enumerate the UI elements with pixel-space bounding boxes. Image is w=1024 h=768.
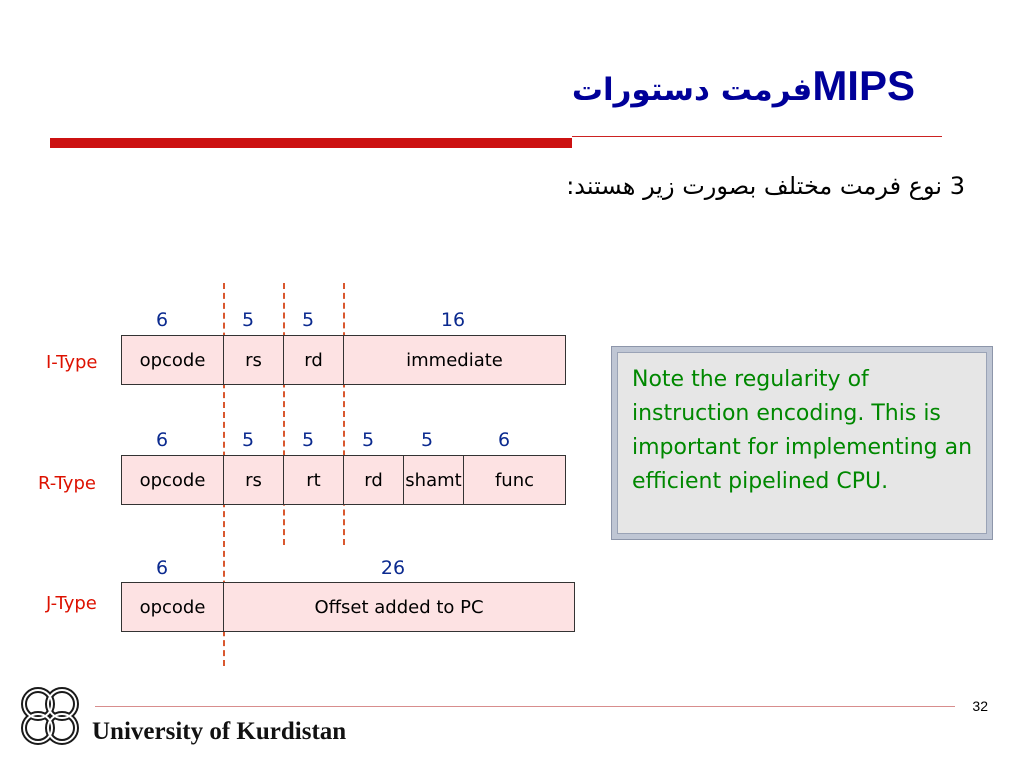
- field-immediate: immediate: [406, 349, 503, 371]
- title-divider: [572, 136, 942, 137]
- bit-width: 6: [155, 309, 169, 331]
- field-rt: rt: [284, 456, 344, 504]
- bit-width: 6: [497, 429, 511, 451]
- i-type-label: I-Type: [46, 352, 98, 373]
- boundary-guide-rt: [343, 283, 345, 545]
- field-rd: rd: [344, 456, 404, 504]
- bit-width: 6: [155, 557, 169, 579]
- field-offset: Offset added to PC: [314, 596, 484, 618]
- field-rd: rd: [284, 336, 344, 384]
- i-type-format: [121, 335, 566, 385]
- bit-width: 26: [380, 557, 406, 579]
- bit-width: 6: [155, 429, 169, 451]
- r-type-label: R-Type: [38, 473, 96, 494]
- boundary-guide-rs: [283, 283, 285, 545]
- bit-width: 5: [241, 429, 255, 451]
- bit-width: 5: [301, 429, 315, 451]
- note-box-inner: [617, 352, 987, 534]
- university-name: University of Kurdistan: [92, 718, 347, 745]
- footer-divider: [95, 706, 955, 707]
- slide-subtitle: 3 نوع فرمت مختلف بصورت زیر هستند:: [566, 172, 965, 200]
- field-rs: rs: [224, 336, 284, 384]
- field-opcode: opcode: [122, 583, 224, 631]
- field-shamt: shamt: [404, 456, 464, 504]
- field-rs: rs: [224, 456, 284, 504]
- field-func: func: [494, 469, 535, 491]
- title-accent-bar: [50, 138, 572, 148]
- slide-title: [300, 62, 915, 132]
- note-text: Note the regularity of instruction encoding. This is important for implementing an efficient pipelined CPU.: [632, 367, 973, 494]
- bit-width: 16: [440, 309, 466, 331]
- bit-width: 5: [301, 309, 315, 331]
- r-type-format: [121, 455, 566, 505]
- bit-width: 5: [241, 309, 255, 331]
- page-number: 32: [972, 698, 988, 714]
- field-opcode: opcode: [122, 336, 224, 384]
- j-type-format: [121, 582, 575, 632]
- bit-width: 5: [420, 429, 434, 451]
- title-mips: MIPS: [812, 62, 915, 109]
- field-opcode: opcode: [122, 456, 224, 504]
- note-box: [611, 346, 993, 540]
- title-persian: فرمت دستورات: [571, 72, 813, 108]
- knot-logo-icon: [14, 680, 86, 752]
- bit-width: 5: [361, 429, 375, 451]
- j-type-label: J-Type: [46, 593, 97, 614]
